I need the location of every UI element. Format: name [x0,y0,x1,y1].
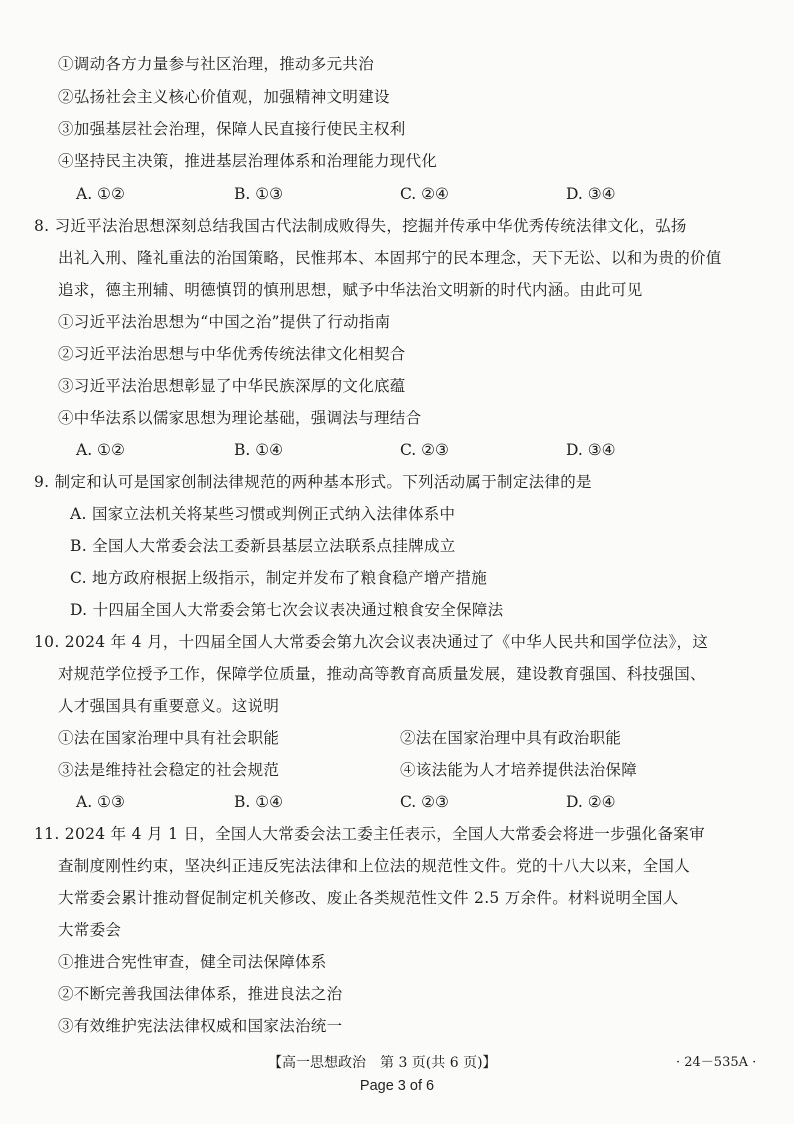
q8-choice-a: A. ①② [76,441,125,459]
page-number: Page 3 of 6 [359,1078,435,1094]
q10-option-4: ④该法能为人才培养提供法治保障 [400,761,638,779]
q7-choices [0,183,794,205]
q11-stem-line-4: 大常委会 [58,921,122,939]
q10-option-2: ②法在国家治理中具有政治职能 [400,729,622,747]
q10-option-1: ①法在国家治理中具有社会职能 [58,729,280,747]
q7-choice-c: C. ②④ [400,185,449,203]
q7-option-4: ④坚持民主决策，推进基层治理体系和治理能力现代化 [58,152,438,170]
q10-choice-d: D. ②④ [566,793,616,811]
q7-choice-b: B. ①③ [234,185,284,203]
q8-choice-d: D. ③④ [566,441,616,459]
q8-choice-b: B. ①④ [234,441,284,459]
q9-choice-a: A. 国家立法机关将某些习惯或判例正式纳入法律体系中 [70,505,456,523]
q8-option-4: ④中华法系以儒家思想为理论基础，强调法与理结合 [58,409,422,427]
q9-choice-b: B. 全国人大常委会法工委新县基层立法联系点挂牌成立 [70,537,456,555]
q10-choice-c: C. ②③ [400,793,449,811]
q10-stem-line-2: 对规范学位授予工作，保障学位质量，推动高等教育高质量发展，建设教育强国、科技强国、 [58,665,706,683]
q10-option-3: ③法是维持社会稳定的社会规范 [58,761,280,779]
q7-option-2: ②弘扬社会主义核心价值观，加强精神文明建设 [58,88,390,106]
exam-code: · 24－535A · [676,1055,757,1070]
q11-stem-line-2: 查制度刚性约束，坚决纠正违反宪法法律和上位法的规范性文件。党的十八大以来，全国人 [58,857,691,875]
q11-option-3: ③有效维护宪法法律权威和国家法治统一 [58,1017,343,1035]
q9-choice-d: D. 十四届全国人大常委会第七次会议表决通过粮食安全保障法 [70,601,504,619]
q10-stem-line-3: 人才强国具有重要意义。这说明 [58,697,280,715]
q10-choice-a: A. ①③ [76,793,125,811]
q7-option-3: ③加强基层社会治理，保障人民直接行使民主权利 [58,120,406,138]
q9-choice-c: C. 地方政府根据上级指示，制定并发布了粮食稳产增产措施 [70,569,488,587]
q8-option-1: ①习近平法治思想为“中国之治”提供了行动指南 [58,313,391,331]
q8-option-2: ②习近平法治思想与中华优秀传统法律文化相契合 [58,345,406,363]
q8-option-3: ③习近平法治思想彰显了中华民族深厚的文化底蕴 [58,377,406,395]
q10-choices [0,791,794,813]
q11-option-1: ①推进合宪性审查，健全司法保障体系 [58,953,327,971]
q10-stem-line-1: 10. 2024 年 4 月，十四届全国人大常委会第九次会议表决通过了《中华人民共和国学位法》，这 [34,633,709,651]
q8-stem-line-2: 出礼入刑、隆礼重法的治国策略，民惟邦本、本固邦宁的民本理念，天下无讼、以和为贵的价值 [58,249,722,267]
page-footer-title: 【高一思想政治 第 3 页(共 6 页)】 [268,1055,497,1071]
q9-stem: 9. 制定和认可是国家创制法律规范的两种基本形式。下列活动属于制定法律的是 [34,473,592,491]
q11-stem-line-3: 大常委会累计推动督促制定机关修改、废止各类规范性文件 2.5 万余件。材料说明全国人 [58,889,679,907]
q8-stem-line-1: 8. 习近平法治思想深刻总结我国古代法制成败得失，挖掘并传承中华优秀传统法律文化，弘扬 [34,217,687,235]
q11-option-2: ②不断完善我国法律体系，推进良法之治 [58,985,343,1003]
q7-choice-d: D. ③④ [566,185,616,203]
q8-stem-line-3: 追求，德主刑辅、明德慎罚的慎刑思想，赋予中华法治文明新的时代内涵。由此可见 [58,281,643,299]
q8-choice-c: C. ②③ [400,441,449,459]
q8-choices [0,439,794,461]
q7-choice-a: A. ①② [76,185,125,203]
q10-choice-b: B. ①④ [234,793,284,811]
q11-stem-line-1: 11. 2024 年 4 月 1 日，全国人大常委会法工委主任表示，全国人大常委会将进一步强化备案审 [34,825,705,843]
q7-option-1: ①调动各方力量参与社区治理，推动多元共治 [58,55,375,73]
